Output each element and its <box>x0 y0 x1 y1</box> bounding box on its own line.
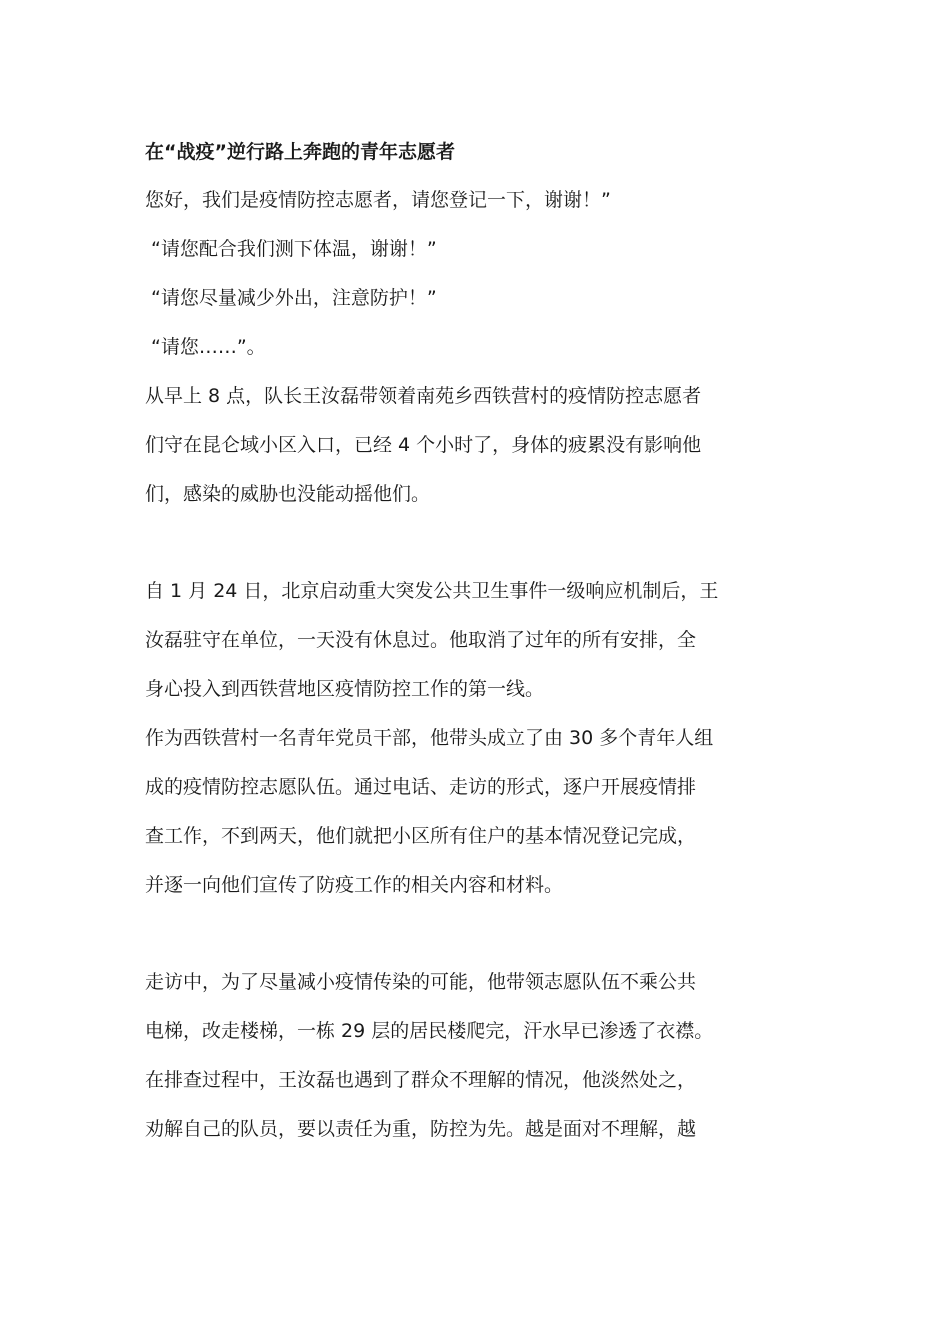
paragraph-line: 您好，我们是疫情防控志愿者，请您登记一下，谢谢！” <box>145 189 611 211</box>
paragraph-line: 电梯，改走楼梯，一栋 29 层的居民楼爬完，汗水早已渗透了衣襟。 <box>145 1020 714 1042</box>
paragraph-line: 劝解自己的队员，要以责任为重，防控为先。越是面对不理解，越 <box>145 1118 697 1140</box>
paragraph-spacer <box>145 519 810 567</box>
paragraph-line: 并逐一向他们宣传了防疫工作的相关内容和材料。 <box>145 874 564 896</box>
paragraph-line: 在排查过程中，王汝磊也遇到了群众不理解的情况，他淡然处之， <box>145 1069 697 1091</box>
paragraph-spacer <box>145 910 810 958</box>
paragraph-line: 成的疫情防控志愿队伍。通过电话、走访的形式，逐户开展疫情排 <box>145 776 697 798</box>
document-title: 在“战疫”逆行路上奔跑的青年志愿者 <box>145 141 455 163</box>
paragraph-line: 们守在昆仑域小区入口，已经 4 个小时了，身体的疲累没有影响他 <box>145 434 702 456</box>
paragraph-line: 走访中，为了尽量减小疫情传染的可能，他带领志愿队伍不乘公共 <box>145 971 697 993</box>
paragraph-line: 身心投入到西铁营地区疫情防控工作的第一线。 <box>145 678 545 700</box>
paragraph-line: “请您尽量减少外出，注意防护！” <box>151 287 437 309</box>
paragraph-line: 作为西铁营村一名青年党员干部，他带头成立了由 30 多个青年人组 <box>145 727 714 749</box>
document-page <box>145 128 810 1154</box>
paragraph-line: 从早上 8 点，队长王汝磊带领着南苑乡西铁营村的疫情防控志愿者 <box>145 385 702 407</box>
paragraph-line: 们，感染的威胁也没能动摇他们。 <box>145 483 431 505</box>
paragraph-line: 查工作，不到两天，他们就把小区所有住户的基本情况登记完成， <box>145 825 697 847</box>
paragraph-line: 自 1 月 24 日，北京启动重大突发公共卫生事件一级响应机制后，王 <box>145 580 719 602</box>
paragraph-line: “请您配合我们测下体温，谢谢！” <box>151 238 437 260</box>
paragraph-line: “请您……”。 <box>151 336 266 358</box>
paragraph-line: 汝磊驻守在单位，一天没有休息过。他取消了过年的所有安排，全 <box>145 629 697 651</box>
